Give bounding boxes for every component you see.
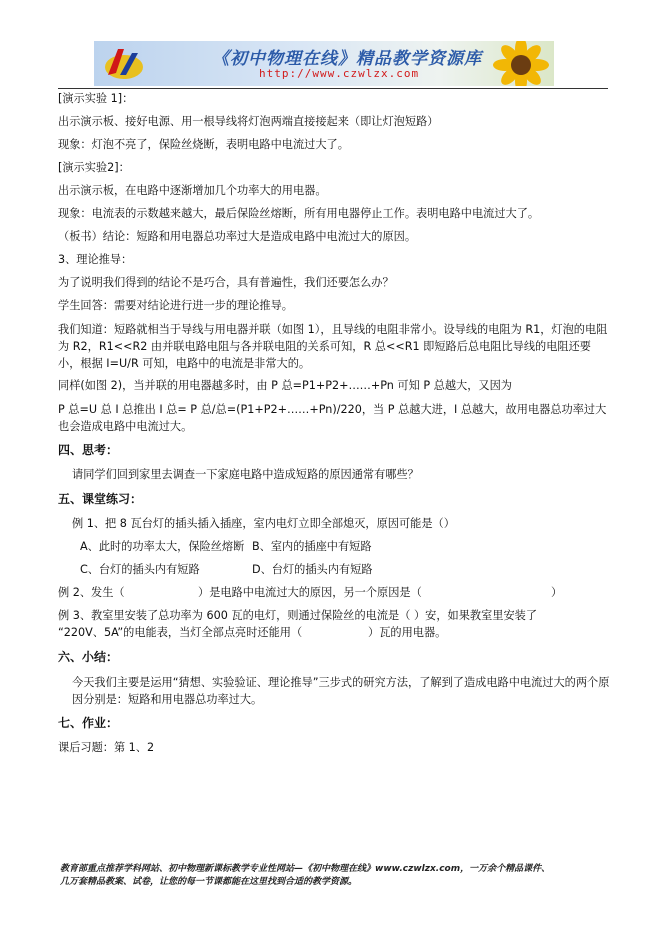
homework-body: 课后习题：第 1、2 xyxy=(58,741,155,754)
teacher-question: 为了说明我们得到的结论不是巧合，具有普遍性，我们还要怎么办？ xyxy=(58,276,394,289)
example3-line2-part1: “220V、5A”的电能表，当灯全部点亮时还能用（ xyxy=(58,626,303,639)
power-derivation: P 总=U 总 I 总推出 I 总= P 总/总=(P1+P2+……+Pn)/220，当 P 总越大进，I 总越大，故用电器总功率过大也会造成电路中电流过大。 xyxy=(58,403,607,433)
option-d: D、台灯的插头内有短路 xyxy=(252,563,373,576)
demo2-body: 出示演示板，在电路中逐渐增加几个功率大的用电器。 xyxy=(58,184,327,197)
banner-title: 《初中物理在线》精品教学资源库 xyxy=(212,49,482,69)
practice-title: 五、课堂练习： xyxy=(58,492,143,506)
header-rule xyxy=(58,88,608,89)
theory-heading: 3、理论推导： xyxy=(58,253,133,266)
student-answer: 学生回答：需要对结论进行进一步的理论推导。 xyxy=(58,299,293,312)
demo1-result: 现象：灯泡不亮了，保险丝烧断，表明电路中电流过大了。 xyxy=(58,138,349,151)
example2-part1: 例 2、发生（ xyxy=(58,586,125,599)
demo1-heading: [演示实验 1]： xyxy=(58,92,134,105)
example2-part3: ） xyxy=(551,586,563,599)
think-title: 四、思考： xyxy=(58,443,119,457)
banner-url[interactable]: http://www.czwlzx.com xyxy=(259,67,420,80)
homework-title: 七、作业： xyxy=(58,716,119,730)
example1-options-ab xyxy=(58,539,610,554)
parallel-power-line: 同样(如图 2)，当并联的用电器越多时，由 P 总=P1+P2+……+Pn 可知 P 总越大，又因为 xyxy=(58,379,512,392)
example3-line1: 例 3、教室里安装了总功率为 600 瓦的电灯，则通过保险丝的电流是（ ）安，如果教室里安装了 xyxy=(58,609,538,622)
example1-stem: 例 1、把 8 瓦台灯的插头插入插座，室内电灯立即全部熄灭，原因可能是（） xyxy=(72,517,455,530)
summary-title: 六、小结： xyxy=(58,650,119,664)
footer-line-1: 教育部重点推荐学科网站、初中物理新课标教学专业性网站—《初中物理在线》www.czwlzx.com，一万余个精品课件、 xyxy=(60,864,551,874)
example3-line2 xyxy=(58,625,610,640)
demo2-result: 现象：电流表的示数越来越大，最后保险丝熔断，所有用电器停止工作。表明电路中电流过大了。 xyxy=(58,207,540,220)
page-footer xyxy=(60,863,620,889)
example1-options-cd xyxy=(58,562,610,577)
demo1-body: 出示演示板、接好电源、用一根导线将灯泡两端直接接起来（即让灯泡短路） xyxy=(58,115,439,128)
board-conclusion: （板书）结论：短路和用电器总功率过大是造成电路中电流过大的原因。 xyxy=(58,230,417,243)
footer-line-2: 几万套精品教案、试卷，让您的每一节课都能在这里找到合适的教学资源。 xyxy=(60,877,358,887)
option-c: C、台灯的插头内有短路 xyxy=(80,563,200,576)
example3-line2-part2: ）瓦的用电器。 xyxy=(368,626,447,639)
short-circuit-derivation: 我们知道：短路就相当于导线与用电器并联（如图 1），且导线的电阻非常小。设导线的电阻为 R1，灯泡的电阻为 R2，R1<<R2 由并联电路电阻与各并联电阻的关系可知，R 总<<R1 即短路后总电阻比导线的电阻还要小，根据 I=U/R 可知，电路中的电流是非常大的。 xyxy=(58,323,608,370)
example2 xyxy=(58,585,610,600)
sunflower-icon xyxy=(486,41,554,86)
header-banner xyxy=(94,41,554,86)
demo2-heading: [演示实验2]： xyxy=(58,161,130,174)
option-a: A、此时的功率太大，保险丝熔断 xyxy=(80,540,245,553)
summary-body: 今天我们主要是运用“猜想、实验验证、理论推导”三步式的研究方法，了解到了造成电路中电流过大的两个原因分别是：短路和用电器总功率过大。 xyxy=(72,676,610,706)
example2-part2: ）是电路中电流过大的原因，另一个原因是（ xyxy=(198,586,422,599)
think-body: 请同学们回到家里去调查一下家庭电路中造成短路的原因通常有哪些？ xyxy=(72,468,419,481)
site-logo-icon xyxy=(102,45,146,83)
lesson-content xyxy=(58,91,610,763)
option-b: B、室内的插座中有短路 xyxy=(252,540,372,553)
